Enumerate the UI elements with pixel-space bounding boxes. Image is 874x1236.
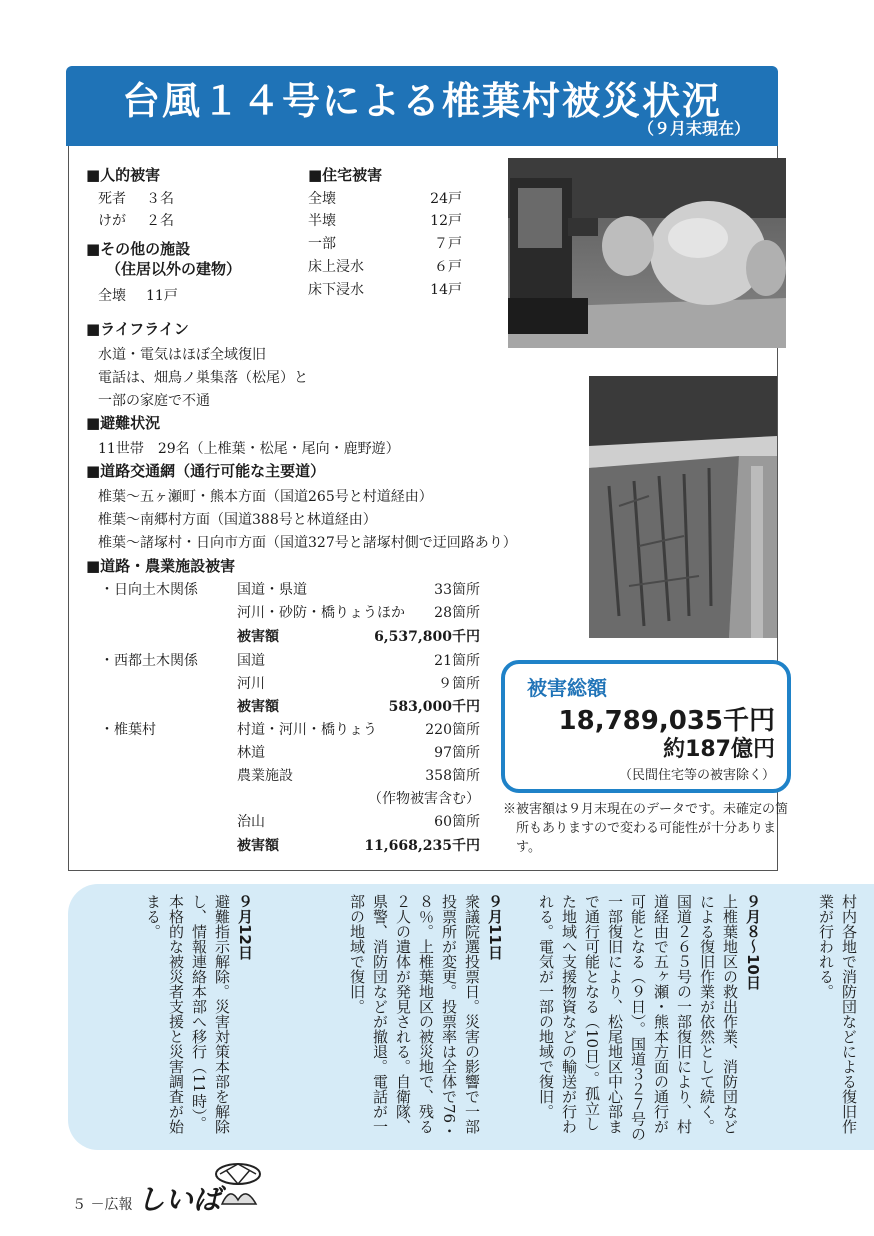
casualty-value: ２名 [146,213,174,229]
damage-value: 21箇所 [434,653,480,669]
timeline-date: ９月11日 [486,894,504,960]
damage-value: 28箇所 [434,605,480,621]
damage-value: 358箇所 [425,768,480,784]
housing-label: 全壊 [308,191,336,207]
facilities-label: 全壊 [98,288,126,304]
housing-heading: ■住宅被害 [308,166,383,184]
facilities-value: 11戸 [146,288,178,304]
total-note: （民間住宅等の被害除く） [618,768,775,783]
housing-label: 床下浸水 [308,282,364,298]
saito-name: ・西都土木関係 [100,653,198,669]
damage-label: 河川・砂防・橋りょうほか [237,605,405,621]
excavator-photo [508,158,786,348]
damage-total-label: 被害額 [237,838,279,854]
timeline-entry [345,894,506,1144]
facilities-subheading: （住居以外の建物） [106,260,242,278]
shiiba-name: ・椎葉村 [100,722,156,738]
timeline-entry [814,894,860,1144]
road-line: 椎葉～南郷村方面（国道388号と林道経由） [98,512,377,528]
damage-value: 60箇所 [434,814,480,830]
damage-total-label: 被害額 [237,699,279,715]
hyuga-name: ・日向土木関係 [100,582,198,598]
damage-label: 農業施設 [237,768,293,784]
damage-label: 治山 [237,814,265,830]
casualty-label: 死者 [98,191,126,207]
damage-label: 村道・河川・橋りょう [237,722,377,738]
housing-value: 14戸 [430,282,462,298]
timeline-entry [534,894,764,1144]
damage-value: 97箇所 [434,745,480,761]
total-damage-box [501,660,791,793]
title-banner [66,66,778,146]
damage-note: （作物被害含む） [368,791,480,807]
housing-value: ６戸 [434,259,462,275]
damage-label: 国道・県道 [237,582,307,598]
timeline-date: ９月12日 [236,894,254,960]
housing-label: 一部 [308,236,336,252]
total-label: 被害総額 [527,676,607,700]
timeline-entry [141,894,256,1144]
page-subtitle: （９月末現在） [637,119,750,138]
damage-value: 220箇所 [425,722,480,738]
timeline-text: 衆議院選投票日。災害の影響で一部投票所が変更。投票率は全体で76・８％。上椎葉地区の被災地で、残る２人の遺体が発見される。自衛隊、県警、消防団などが撤退。電話が一部の地域で復旧。 [348,894,481,1139]
damage-label: 国道 [237,653,265,669]
housing-label: 床上浸水 [308,259,364,275]
evacuation-line: 11世帯 29名（上椎葉・松尾・尾向・鹿野遊） [98,441,400,457]
timeline-band [68,884,874,1150]
logo-icon [212,1160,264,1212]
footer-prefix: －広報 [90,1197,133,1213]
damage-value: ９箇所 [438,676,480,692]
damage-total: 6,537,800千円 [374,629,480,645]
housing-label: 半壊 [308,213,336,229]
housing-value: ７戸 [434,236,462,252]
lifeline-line: 一部の家庭で不通 [98,393,210,409]
page-number: ５ [72,1197,86,1213]
damage-total: 583,000千円 [388,699,480,715]
footer-publication: しいば [136,1183,221,1216]
damage-total-label: 被害額 [237,629,279,645]
evacuation-heading: ■避難状況 [86,414,161,432]
casualty-label: けが [98,213,126,229]
footnote: ※被害額は９月末現在のデータです。未確定の箇所もありますので変わる可能性が十分あります。 [503,802,788,855]
page-title: 台風１４号による椎葉村被災状況 [121,78,722,123]
damage-label: 林道 [237,745,265,761]
timeline-date: ９月８～10日 [744,894,762,990]
damage-heading: ■道路・農業施設被害 [86,557,236,575]
lifeline-line: 電話は、畑鳥ノ巣集落（松尾）と [98,370,308,386]
roads-heading: ■道路交通網（通行可能な主要道） [86,462,326,480]
field-photo [589,376,777,638]
lifeline-line: 水道・電気はほぼ全域復旧 [98,347,266,363]
lifeline-heading: ■ライフライン [86,320,189,338]
timeline-text: 避難指示解除。災害対策本部を解除し、情報連絡本部へ移行（11時）。本格的な被災者支援と災害調査が始まる。 [144,894,231,1134]
total-value-approx: 約187億円 [663,737,775,762]
housing-value: 12戸 [430,213,462,229]
damage-label: 河川 [237,676,265,692]
timeline-text: 村内各地で消防団などによる復旧作業が行われる。 [817,894,858,1134]
housing-value: 24戸 [430,191,462,207]
timeline-text: 上椎葉地区の救出作業、消防団などによる復旧作業が依然として続く。国道２６５号の一部復旧により、村道経由で五ヶ瀬・熊本方面の通行が可能となる（９日）。国道３２７号の一部復旧により、松尾地区中心部まで通行可能となる（10日）。孤立した地域へ支援物資などの輸送が行われる。電気が一部の地域で復旧。 [537,894,739,1142]
facilities-heading: ■その他の施設 [86,240,191,258]
road-line: 椎葉～諸塚村・日向市方面（国道327号と諸塚村側で迂回路あり） [98,535,517,551]
total-value: 18,789,035千円 [558,706,775,736]
damage-total: 11,668,235千円 [364,838,480,854]
road-line: 椎葉～五ヶ瀬町・熊本方面（国道265号と村道経由） [98,489,433,505]
damage-value: 33箇所 [434,582,480,598]
casualties-heading: ■人的被害 [86,166,161,184]
page-footer [72,1178,221,1218]
casualty-value: ３名 [146,191,174,207]
